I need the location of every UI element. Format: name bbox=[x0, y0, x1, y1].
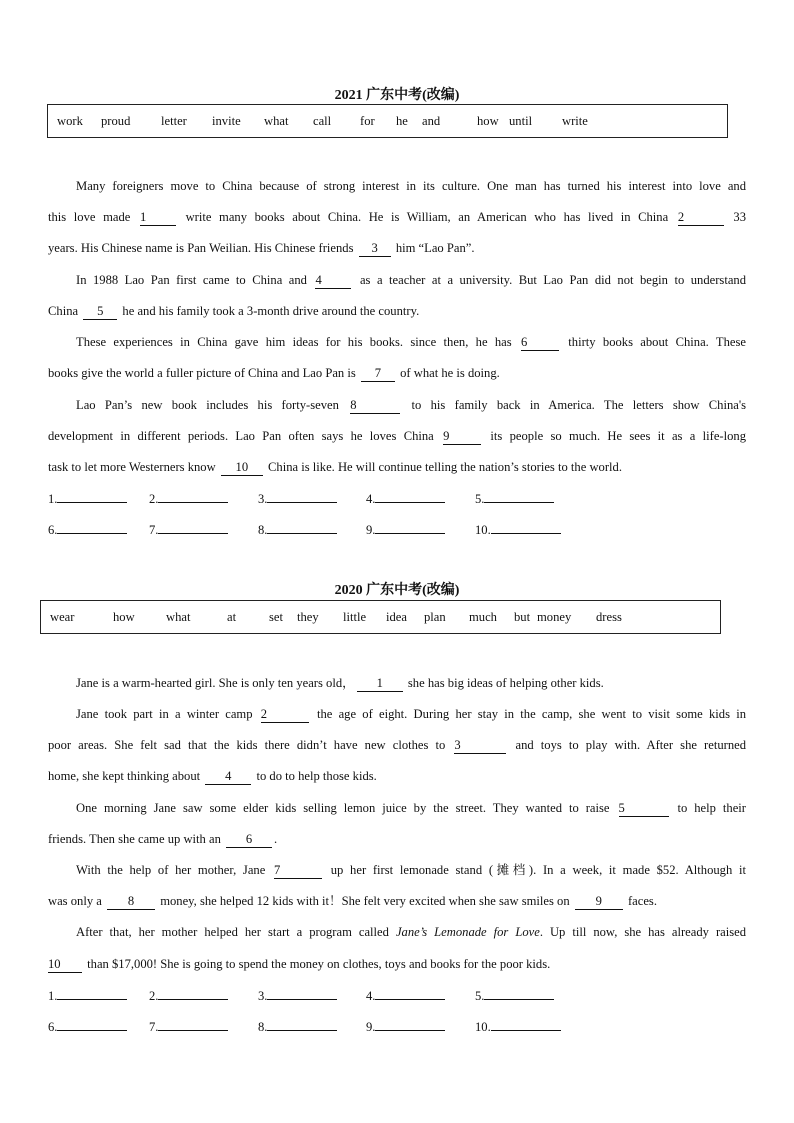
blank-10[interactable]: 10 bbox=[221, 459, 263, 476]
blank-3[interactable]: 3 bbox=[454, 737, 506, 754]
paragraph-line: this love made 1 write many books about China. He is William, an American who has lived in China 2 33 bbox=[48, 210, 746, 224]
blank-10[interactable]: 10 bbox=[48, 956, 82, 973]
word-bank-word: plan bbox=[424, 609, 446, 624]
word-bank-word: wear bbox=[50, 609, 75, 624]
word-bank-word: set bbox=[269, 609, 283, 624]
blank-4[interactable]: 4 bbox=[205, 768, 251, 785]
paragraph-line: home, she kept thinking about 4 to do to help those kids. bbox=[48, 769, 377, 783]
paragraph-line: After that, her mother helped her start a program called Jane’s Lemonade for Love. Up till now, she has already raised bbox=[76, 925, 746, 939]
answer-line-7[interactable]: 7. bbox=[149, 1016, 228, 1036]
answer-line-5[interactable]: 5. bbox=[475, 985, 554, 1005]
word-bank-word: much bbox=[469, 609, 497, 624]
word-bank-word: at bbox=[227, 609, 237, 624]
blank-2[interactable]: 2 bbox=[261, 706, 309, 723]
blank-1[interactable]: 1 bbox=[357, 675, 403, 692]
word-bank-word: but bbox=[514, 609, 531, 624]
word-bank-word: until bbox=[509, 113, 533, 128]
answer-line-9[interactable]: 9. bbox=[366, 1016, 445, 1036]
paragraph-line: poor areas. She felt sad that the kids there didn’t have new clothes to 3 and toys to play with. After she returned bbox=[48, 738, 746, 752]
section2-word-bank bbox=[40, 600, 721, 634]
word-bank-word: call bbox=[313, 113, 332, 128]
blank-4[interactable]: 4 bbox=[315, 272, 351, 289]
answer-line-3[interactable]: 3. bbox=[258, 488, 337, 508]
blank-7[interactable]: 7 bbox=[361, 365, 395, 382]
paragraph-line: books give the world a fuller picture of China and Lao Pan is 7 of what he is doing. bbox=[48, 366, 500, 380]
word-bank-word: he bbox=[396, 113, 408, 128]
word-bank-word: how bbox=[477, 113, 499, 128]
paragraph-line: With the help of her mother, Jane 7 up her first lemonade stand (摊档). In a week, it made $52. Although it bbox=[76, 863, 746, 877]
paragraph-line: Jane took part in a winter camp 2 the age of eight. During her stay in the camp, she went to visit some kids in bbox=[76, 707, 746, 721]
word-bank-word: write bbox=[562, 113, 588, 128]
blank-5[interactable]: 5 bbox=[619, 800, 669, 817]
answer-line-9[interactable]: 9. bbox=[366, 519, 445, 539]
blank-3[interactable]: 3 bbox=[359, 240, 391, 257]
paragraph-line: Many foreigners move to China because of strong interest in its culture. One man has turned his interest into love and bbox=[76, 179, 746, 193]
word-bank-word: for bbox=[360, 113, 375, 128]
answer-line-3[interactable]: 3. bbox=[258, 985, 337, 1005]
section1-word-bank bbox=[47, 104, 728, 138]
paragraph-line: In 1988 Lao Pan first came to China and 4 as a teacher at a university. But Lao Pan did not begin to understand bbox=[76, 273, 746, 287]
answer-line-4[interactable]: 4. bbox=[366, 488, 445, 508]
paragraph-line: Lao Pan’s new book includes his forty-seven 8 to his family back in America. The letters show China's bbox=[76, 398, 746, 412]
word-bank-word: dress bbox=[596, 609, 622, 624]
word-bank-word: what bbox=[264, 113, 289, 128]
word-bank-word: little bbox=[343, 609, 367, 624]
answer-line-1[interactable]: 1. bbox=[48, 488, 127, 508]
blank-7[interactable]: 7 bbox=[274, 862, 322, 879]
answer-line-7[interactable]: 7. bbox=[149, 519, 228, 539]
paragraph-line: task to let more Westerners know 10 China is like. He will continue telling the nation’s stories to the world. bbox=[48, 460, 622, 474]
blank-6[interactable]: 6 bbox=[521, 334, 559, 351]
paragraph-line: China 5 he and his family took a 3-month drive around the country. bbox=[48, 304, 420, 318]
word-bank-word: how bbox=[113, 609, 135, 624]
blank-9[interactable]: 9 bbox=[575, 893, 623, 910]
paragraph-line: One morning Jane saw some elder kids selling lemon juice by the street. They wanted to raise 5 to help their bbox=[76, 801, 746, 815]
program-name: Jane’s Lemonade for Love bbox=[395, 925, 540, 939]
answer-line-10[interactable]: 10. bbox=[475, 519, 561, 539]
paragraph-line: was only a 8 money, she helped 12 kids with it！She felt very excited when she saw smiles on 9 faces. bbox=[48, 894, 657, 908]
word-bank-word: money bbox=[537, 609, 572, 624]
blank-5[interactable]: 5 bbox=[83, 303, 117, 320]
paragraph-line: 10 than $17,000! She is going to spend the money on clothes, toys and books for the poor kids. bbox=[48, 957, 551, 971]
section1-title: 2021 广东中考(改编) bbox=[334, 88, 460, 103]
answer-line-8[interactable]: 8. bbox=[258, 1016, 337, 1036]
answer-line-8[interactable]: 8. bbox=[258, 519, 337, 539]
answer-line-5[interactable]: 5. bbox=[475, 488, 554, 508]
blank-6[interactable]: 6 bbox=[226, 831, 272, 848]
word-bank-word: idea bbox=[386, 609, 407, 624]
blank-9[interactable]: 9 bbox=[443, 428, 481, 445]
blank-1[interactable]: 1 bbox=[140, 209, 176, 226]
word-bank-word: what bbox=[166, 609, 191, 624]
section2-title: 2020 广东中考(改编) bbox=[334, 583, 460, 598]
answer-line-6[interactable]: 6. bbox=[48, 519, 127, 539]
blank-8[interactable]: 8 bbox=[350, 397, 400, 414]
paragraph-line: years. His Chinese name is Pan Weilian. His Chinese friends 3 him “Lao Pan”. bbox=[48, 241, 475, 255]
word-bank-word: letter bbox=[161, 113, 187, 128]
answer-line-10[interactable]: 10. bbox=[475, 1016, 561, 1036]
paragraph-line: friends. Then she came up with an 6 . bbox=[48, 832, 278, 846]
word-bank-word: and bbox=[422, 113, 441, 128]
paragraph-line: development in different periods. Lao Pan often says he loves China 9 its people so much. He sees it as a life-long bbox=[48, 429, 746, 443]
answer-line-4[interactable]: 4. bbox=[366, 985, 445, 1005]
answer-line-1[interactable]: 1. bbox=[48, 985, 127, 1005]
blank-2[interactable]: 2 bbox=[678, 209, 724, 226]
answer-line-6[interactable]: 6. bbox=[48, 1016, 127, 1036]
blank-8[interactable]: 8 bbox=[107, 893, 155, 910]
answer-line-2[interactable]: 2. bbox=[149, 985, 228, 1005]
paragraph-line: Jane is a warm-hearted girl. She is only ten years old， 1 she has big ideas of helping other kids. bbox=[76, 676, 604, 690]
word-bank-word: work bbox=[57, 113, 83, 128]
paragraph-line: These experiences in China gave him ideas for his books. since then, he has 6 thirty books about China. These bbox=[76, 335, 746, 349]
word-bank-word: invite bbox=[212, 113, 241, 128]
word-bank-word: they bbox=[297, 609, 319, 624]
word-bank-word: proud bbox=[101, 113, 131, 128]
answer-line-2[interactable]: 2. bbox=[149, 488, 228, 508]
